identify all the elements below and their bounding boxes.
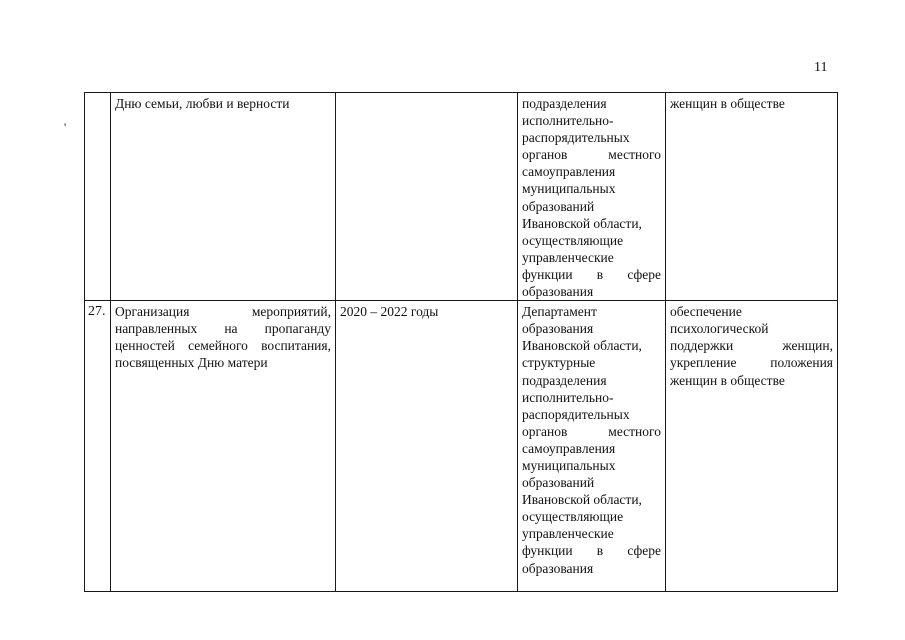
result-line	[670, 337, 833, 354]
word: женщин,	[782, 338, 833, 354]
executor-line: распорядительных	[522, 130, 630, 146]
executor-line: образований	[522, 475, 595, 491]
executor-line: муниципальных	[522, 181, 616, 197]
event-text: Дню семьи, любви и верности	[115, 96, 290, 111]
executor-line	[522, 266, 661, 283]
executor-line: подразделения	[522, 372, 607, 388]
event-line	[115, 303, 331, 320]
executor-line	[522, 146, 661, 163]
word: укрепление	[670, 355, 737, 371]
executor-line: Ивановской области,	[522, 215, 642, 231]
executor-line: исполнительно-	[522, 113, 614, 129]
executor-cell	[518, 301, 666, 592]
event-cell	[111, 93, 336, 301]
result-line	[670, 354, 833, 371]
result-line: женщин в обществе	[670, 96, 785, 111]
executor-line: муниципальных	[522, 457, 616, 473]
plan-table	[84, 92, 838, 592]
word: семейного	[188, 338, 248, 354]
word: мероприятий,	[251, 304, 331, 320]
result-line: психологической	[670, 321, 769, 337]
word: в	[596, 543, 604, 559]
executor-line: исполнительно-	[522, 389, 614, 405]
executor-line: осуществляющие	[522, 232, 624, 248]
word: сфере	[627, 266, 661, 282]
executor-line: распорядительных	[522, 406, 630, 422]
executor-line: самоуправления	[522, 164, 616, 180]
word: местного	[608, 147, 661, 163]
word: функции	[522, 266, 573, 282]
executor-line	[522, 542, 661, 559]
stray-mark: '	[64, 120, 67, 134]
executor-line: управленческие	[522, 249, 614, 265]
word: Организация	[115, 304, 190, 320]
executor-cell	[518, 93, 666, 301]
executor-line: Департамент	[522, 304, 597, 320]
word: направленных	[115, 321, 198, 337]
word: пропаганду	[264, 321, 331, 337]
word: органов	[522, 147, 568, 163]
table-row	[85, 301, 838, 592]
result-cell	[666, 301, 838, 592]
table-row	[85, 93, 838, 301]
executor-line: образования	[522, 321, 594, 337]
executor-line: Ивановской области,	[522, 492, 642, 508]
executor-line: структурные	[522, 355, 596, 371]
word: ценностей	[115, 338, 175, 354]
executor-line: образования	[522, 284, 594, 300]
term-cell	[336, 93, 518, 301]
word: в	[596, 266, 604, 282]
row-number-cell: 27.	[85, 301, 111, 592]
row-number-cell	[85, 93, 111, 301]
event-line: посвященных Дню матери	[115, 355, 268, 371]
executor-line	[522, 423, 661, 440]
event-line	[115, 337, 331, 354]
result-cell	[666, 93, 838, 301]
word: поддержки	[670, 338, 734, 354]
word: функции	[522, 543, 573, 559]
page-number: 11	[814, 60, 828, 75]
word: органов	[522, 423, 568, 439]
executor-line: самоуправления	[522, 440, 616, 456]
executor-line: образований	[522, 198, 595, 214]
word: местного	[608, 423, 661, 439]
word: на	[224, 321, 238, 337]
executor-line: осуществляющие	[522, 509, 624, 525]
result-line: женщин в обществе	[670, 372, 785, 388]
word: положения	[770, 355, 833, 371]
executor-line: образования	[522, 560, 594, 576]
executor-line: Ивановской области,	[522, 338, 642, 354]
term-cell: 2020 – 2022 годы	[336, 301, 518, 592]
executor-line: подразделения	[522, 96, 607, 111]
event-cell	[111, 301, 336, 592]
event-line	[115, 320, 331, 337]
result-line: обеспечение	[670, 304, 742, 320]
word: сфере	[627, 543, 661, 559]
word: воспитания,	[261, 338, 331, 354]
executor-line: управленческие	[522, 526, 614, 542]
